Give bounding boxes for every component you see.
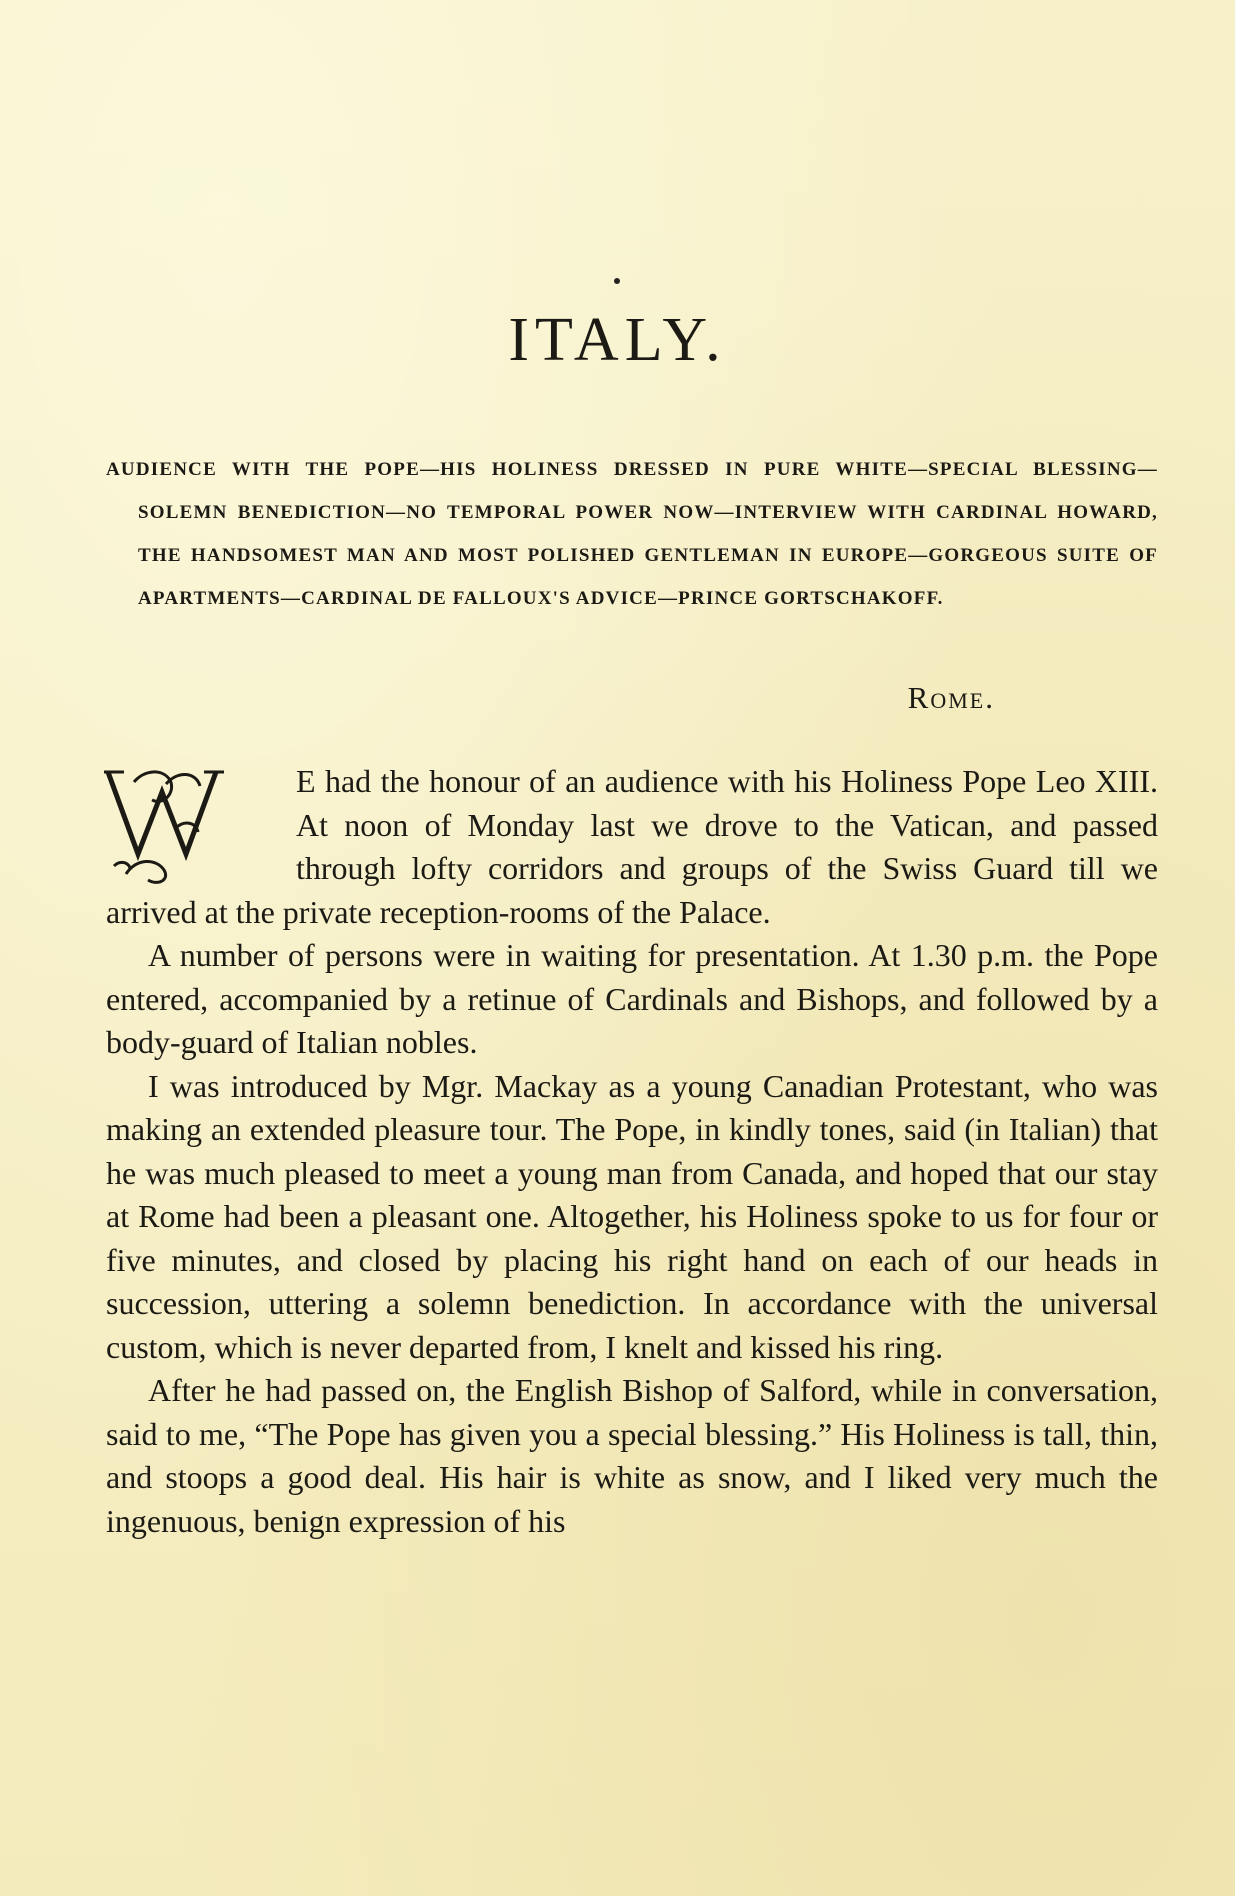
paragraph-4: After he had passed on, the English Bishop of Salford, while in conversation, said to me, “The Pope has given you a special blessing.” His Holiness is tall, thin, and stoops a good deal. His hair is white as snow, and I liked very much the ingenuous, benign expression of his [106, 1372, 1158, 1539]
chapter-summary [106, 448, 1158, 620]
summary-text: AUDIENCE WITH THE POPE—HIS HOLINESS DRESSED IN PURE WHITE—SPECIAL BLESSING—SOLEMN BENEDICTION—NO TEMPORAL POWER NOW—INTERVIEW WITH CARDINAL HOWARD, THE HANDSOMEST MAN AND MOST POLISHED GENTLEMAN IN EUROPE—GORGEOUS SUITE OF APARTMENTS—CARDINAL DE FALLOUX'S ADVICE—PRINCE GORTSCHAKOFF. [106, 459, 1158, 609]
place-heading: Rome. [907, 680, 995, 715]
paragraph-3: I was introduced by Mgr. Mackay as a young Canadian Protestant, who was making an extended pleasure tour. The Pope, in kindly tones, said (in Italian) that he was much pleased to meet a young man from Canada, and hoped that our stay at Rome had been a pleasant one. Altogether, his Holiness spoke to us for four or five minutes, and closed by placing his right hand on each of our heads in succession, uttering a solemn benediction. In accordance with the universal custom, which is never departed from, I knelt and kissed his ring. [106, 1067, 1158, 1365]
ornament-dot [614, 278, 620, 284]
paragraph-2: A number of persons were in waiting for presentation. At 1.30 p.m. the Pope entered, accompanied by a retinue of Cardinals and Bishops, and followed by a body-guard of Italian nobles. [106, 937, 1158, 1060]
body-text [106, 760, 1158, 1543]
paragraph-1: E had the honour of an audience with his Holiness Pope Leo XIII. At noon of Monday last we drove to the Vatican, and passed through lofty corridors and groups of the Swiss Guard till we arrived at the private reception-rooms of the Palace. [106, 763, 1158, 930]
dropcap-w-ornament [104, 762, 282, 887]
chapter-title: ITALY. [508, 306, 727, 374]
